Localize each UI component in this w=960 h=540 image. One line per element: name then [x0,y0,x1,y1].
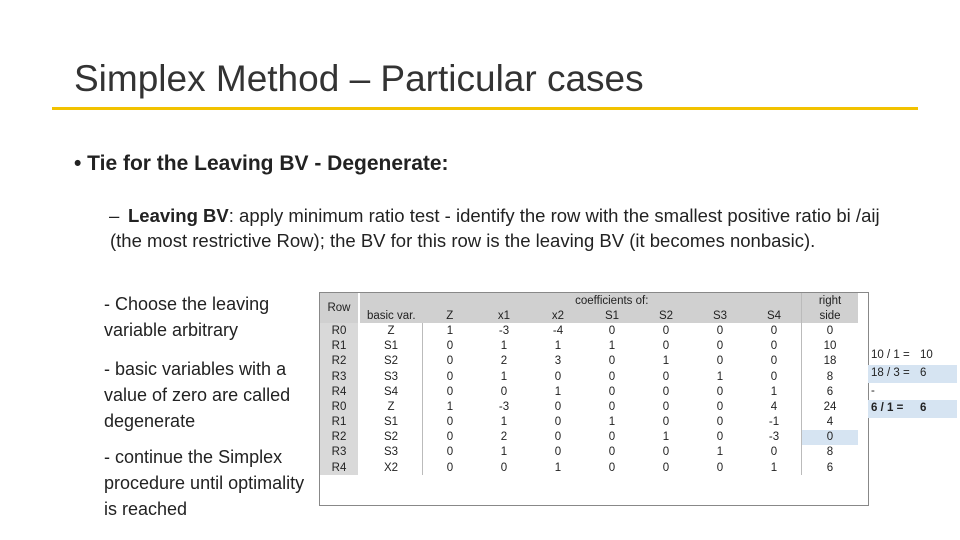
coef-cell: 0 [662,446,670,459]
rhs-cell: 18 [802,354,859,369]
basic-var-cell: S3 [359,445,423,460]
tableau-header-bottom [320,308,858,323]
col-header: x2 [531,308,585,323]
rhs-cell: 4 [802,415,859,430]
row-label: R3 [320,445,359,460]
sub-bullet-bold: Leaving BV [128,205,229,226]
coef-cell: 1 [554,340,562,353]
coef-cell: 0 [608,446,616,459]
ratio-item [868,347,957,365]
coef-cell: -3 [498,324,510,337]
coef-cell: 3 [554,355,562,368]
tableau-body [320,323,858,475]
coef-cell: 0 [446,416,454,429]
basic-var-cell: Z [359,323,423,338]
coef-cell: 1 [500,340,508,353]
coef-cell: 0 [608,370,616,383]
row-label: R3 [320,369,359,384]
row-label: R0 [320,323,359,338]
sub-bullet-dash: – [109,205,120,226]
sub-bullet [110,203,890,253]
ratio-expression: 6 / 1 = [871,402,904,415]
rhs-cell: 10 [802,339,859,354]
coef-cell: 1 [662,355,670,368]
coef-cell: 0 [500,461,508,474]
coef-cell: 0 [608,431,616,444]
ratio-value: 6 [920,366,927,379]
coef-cell: 0 [608,461,616,474]
table-row [320,445,858,460]
coef-cell: 0 [446,340,454,353]
coef-cell: 0 [446,385,454,398]
basic-var-cell: Z [359,399,423,414]
coef-cell: 0 [446,355,454,368]
coef-cell: 1 [770,461,778,474]
table-row [320,354,858,369]
coef-cell: 0 [716,431,724,444]
table-row [320,384,858,399]
col-header: S3 [693,308,747,323]
row-label: R1 [320,415,359,430]
coef-cell: -1 [768,416,780,429]
coef-cell: 1 [608,340,616,353]
table-row [320,399,858,414]
title-underline [52,107,918,110]
row-label: R4 [320,460,359,475]
coef-cell: 0 [554,370,562,383]
side-note-choose: - Choose the leaving variable arbitrary [104,294,270,340]
side-note-degenerate: - basic variables with a value of zero are called degenerate [104,359,291,431]
coef-cell: 0 [554,446,562,459]
coef-cell: 0 [662,324,670,337]
coef-cell: 0 [770,446,778,459]
table-row [320,460,858,475]
header-basic-var: basic var. [359,308,423,323]
coef-cell: 0 [716,385,724,398]
table-row [320,430,858,445]
coef-cell: 0 [716,400,724,413]
coef-cell: 0 [608,400,616,413]
coef-cell: 1 [716,370,724,383]
coef-cell: 0 [662,400,670,413]
coef-cell: 2 [500,355,508,368]
ratio-value: 10 [920,349,933,361]
coef-cell: 0 [446,431,454,444]
row-label: R2 [320,354,359,369]
coef-cell: 0 [716,340,724,353]
coef-cell: 0 [500,385,508,398]
rhs-cell: 6 [802,460,859,475]
ratio-item [868,365,957,383]
table-row [320,369,858,384]
coef-cell: 0 [716,355,724,368]
coef-cell: 0 [662,461,670,474]
table-row [320,339,858,354]
coef-cell: 1 [716,446,724,459]
coef-cell: 0 [770,340,778,353]
coef-cell: 0 [716,416,724,429]
coef-cell: 0 [608,355,616,368]
ratio-expression: 18 / 3 = [871,366,910,379]
coef-cell: 0 [608,324,616,337]
rhs-cell: 24 [802,399,859,414]
col-header: S2 [639,308,693,323]
coef-cell: 1 [608,416,616,429]
row-label: R1 [320,339,359,354]
coef-cell: 1 [554,461,562,474]
sub-bullet-text [110,203,890,253]
coef-cell: 1 [554,385,562,398]
coef-cell: 0 [770,324,778,337]
main-bullet: • Tie for the Leaving BV - Degenerate: [74,152,449,175]
rhs-cell: 0 [802,430,859,445]
rhs-cell: 0 [802,323,859,338]
coef-cell: 0 [662,416,670,429]
basic-var-cell: S4 [359,384,423,399]
coef-cell: 1 [446,324,454,337]
coef-cell: 0 [716,461,724,474]
basic-var-cell: X2 [359,460,423,475]
coef-cell: 1 [500,370,508,383]
rhs-cell: 8 [802,445,859,460]
table-row [320,323,858,338]
ratio-value: 6 [920,402,927,415]
ratio-test-column [868,347,957,418]
header-right: right [802,293,859,308]
coef-cell: 0 [662,340,670,353]
coef-cell: 0 [446,370,454,383]
header-coefficients: coefficients of: [423,293,802,308]
col-header: x1 [477,308,531,323]
coef-cell: 0 [554,416,562,429]
simplex-tableau [320,293,858,475]
ratio-expression: 10 / 1 = [871,349,910,361]
rhs-cell: 6 [802,384,859,399]
coef-cell: 1 [446,400,454,413]
coef-cell: 0 [446,461,454,474]
coef-cell: 1 [500,416,508,429]
ratio-expression: - [871,384,875,397]
coef-cell: 0 [662,385,670,398]
header-row: Row [320,293,359,323]
coef-cell: -3 [768,431,780,444]
sub-bullet-rest: : apply minimum ratio test - identify the row with the smallest positive ratio bi /aij (the most restrictive Row); the BV for this row is the leaving BV (it becomes nonbasic). [110,205,880,251]
tableau-header-top [320,293,858,308]
col-header: S4 [747,308,802,323]
slide-title: Simplex Method – Particular cases [74,58,644,99]
rhs-cell: 8 [802,369,859,384]
row-label: R0 [320,399,359,414]
coef-cell: 0 [662,370,670,383]
coef-cell: 0 [608,385,616,398]
ratio-item [868,383,957,401]
side-note-continue: - continue the Simplex procedure until optimality is reached [104,447,305,519]
coef-cell: 2 [500,431,508,444]
basic-var-cell: S1 [359,339,423,354]
coef-cell: 0 [554,431,562,444]
basic-var-cell: S3 [359,369,423,384]
coef-cell: 0 [554,400,562,413]
coef-cell: 0 [446,446,454,459]
ratio-item [868,400,957,418]
coef-cell: 1 [500,446,508,459]
row-label: R4 [320,384,359,399]
header-side: side [802,308,859,323]
basic-var-cell: S1 [359,415,423,430]
coef-cell: 0 [770,370,778,383]
coef-cell: -3 [498,400,510,413]
table-row [320,415,858,430]
coef-cell: 1 [770,385,778,398]
basic-var-cell: S2 [359,430,423,445]
basic-var-cell: S2 [359,354,423,369]
col-header: S1 [585,308,639,323]
coef-cell: 0 [770,355,778,368]
coef-cell: 1 [662,431,670,444]
coef-cell: -4 [552,324,564,337]
coef-cell: 0 [716,324,724,337]
col-header: Z [423,308,478,323]
coef-cell: 4 [770,400,778,413]
row-label: R2 [320,430,359,445]
